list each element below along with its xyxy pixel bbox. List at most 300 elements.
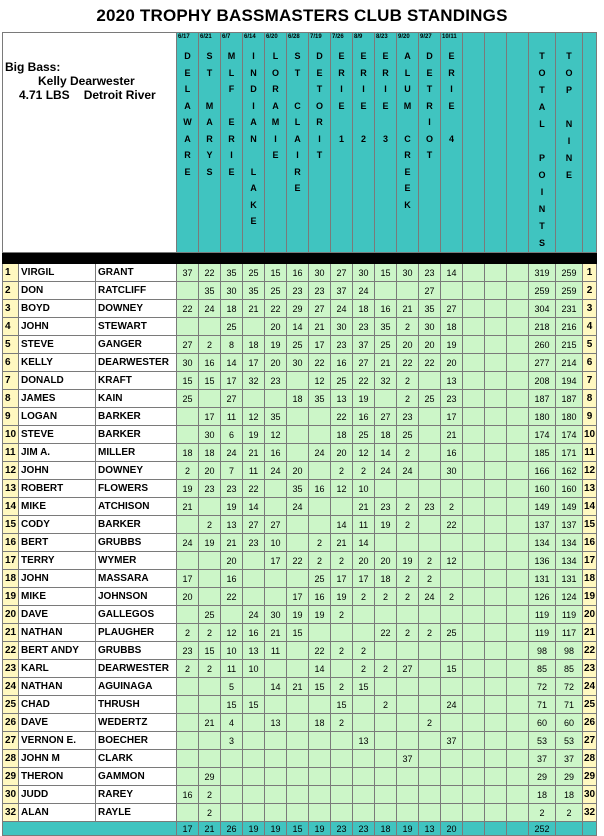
first-name-cell: ROBERT bbox=[19, 480, 96, 498]
score-cell: 16 bbox=[177, 786, 199, 804]
score-cell: 21 bbox=[397, 300, 419, 318]
first-name-cell: KARL bbox=[19, 660, 96, 678]
score-cell bbox=[463, 606, 485, 624]
score-cell bbox=[375, 714, 397, 732]
score-cell bbox=[507, 606, 529, 624]
top-nine-cell: 71 bbox=[556, 696, 583, 714]
rank-right-cell: 24 bbox=[583, 678, 597, 696]
score-cell: 16 bbox=[287, 264, 309, 282]
score-cell bbox=[177, 318, 199, 336]
score-cell bbox=[287, 696, 309, 714]
score-cell: 17 bbox=[221, 372, 243, 390]
score-cell: 13 bbox=[243, 642, 265, 660]
total-points-cell: 136 bbox=[529, 552, 556, 570]
score-cell bbox=[507, 750, 529, 768]
top-nine-cell: 60 bbox=[556, 714, 583, 732]
score-cell: 2 bbox=[199, 804, 221, 822]
score-cell: 25 bbox=[441, 624, 463, 642]
score-cell: 21 bbox=[243, 444, 265, 462]
table-row bbox=[3, 696, 597, 714]
score-cell: 2 bbox=[331, 462, 353, 480]
score-cell: 20 bbox=[199, 462, 221, 480]
score-cell bbox=[287, 786, 309, 804]
score-cell: 30 bbox=[221, 282, 243, 300]
score-cell: 18 bbox=[353, 300, 375, 318]
rank-cell: 7 bbox=[3, 372, 19, 390]
score-cell: 6 bbox=[221, 426, 243, 444]
event-header bbox=[309, 33, 331, 253]
score-cell bbox=[463, 390, 485, 408]
last-name-cell: GRUBBS bbox=[96, 534, 177, 552]
total-points-cell: 98 bbox=[529, 642, 556, 660]
event-name: I N D I A N L A K E bbox=[250, 51, 257, 226]
score-cell: 2 bbox=[397, 318, 419, 336]
event-date: 6/7 bbox=[222, 34, 231, 40]
score-cell: 19 bbox=[331, 588, 353, 606]
angler-count-cell: 21 bbox=[199, 822, 221, 836]
score-cell: 21 bbox=[309, 318, 331, 336]
top-nine-cell: 29 bbox=[556, 768, 583, 786]
score-cell bbox=[287, 408, 309, 426]
score-cell bbox=[507, 426, 529, 444]
score-cell bbox=[177, 714, 199, 732]
score-cell bbox=[419, 516, 441, 534]
score-cell: 27 bbox=[441, 300, 463, 318]
event-header bbox=[221, 33, 243, 253]
rank-right-cell: 17 bbox=[583, 552, 597, 570]
score-cell: 2 bbox=[353, 660, 375, 678]
total-points-cell: 137 bbox=[529, 516, 556, 534]
score-cell bbox=[507, 390, 529, 408]
top-nine-cell: 180 bbox=[556, 408, 583, 426]
rank-right-cell: 2 bbox=[583, 282, 597, 300]
score-cell bbox=[221, 750, 243, 768]
score-cell bbox=[463, 264, 485, 282]
event-header bbox=[375, 33, 397, 253]
rank-cell: 2 bbox=[3, 282, 19, 300]
score-cell bbox=[507, 696, 529, 714]
score-cell bbox=[177, 606, 199, 624]
score-cell bbox=[287, 372, 309, 390]
score-cell bbox=[463, 804, 485, 822]
score-cell: 17 bbox=[177, 570, 199, 588]
score-cell: 14 bbox=[353, 534, 375, 552]
score-cell bbox=[507, 660, 529, 678]
score-cell bbox=[485, 354, 507, 372]
total-points-cell: 71 bbox=[529, 696, 556, 714]
score-cell: 24 bbox=[375, 462, 397, 480]
first-name-cell: STEVE bbox=[19, 336, 96, 354]
score-cell: 25 bbox=[397, 426, 419, 444]
angler-count-cell: 20 bbox=[441, 822, 463, 836]
score-cell: 2 bbox=[419, 624, 441, 642]
score-cell bbox=[287, 660, 309, 678]
event-header bbox=[507, 33, 529, 253]
table-row bbox=[3, 642, 597, 660]
first-name-cell: JOHN bbox=[19, 570, 96, 588]
table-row bbox=[3, 534, 597, 552]
score-cell bbox=[199, 696, 221, 714]
score-cell: 20 bbox=[397, 336, 419, 354]
score-cell: 22 bbox=[221, 588, 243, 606]
score-cell bbox=[243, 552, 265, 570]
score-cell: 2 bbox=[397, 588, 419, 606]
last-name-cell: RATCLIFF bbox=[96, 282, 177, 300]
score-cell: 27 bbox=[353, 354, 375, 372]
score-cell: 17 bbox=[331, 570, 353, 588]
score-cell: 25 bbox=[353, 426, 375, 444]
angler-count-cell: 23 bbox=[331, 822, 353, 836]
table-row bbox=[3, 606, 597, 624]
rank-cell: 14 bbox=[3, 498, 19, 516]
score-cell: 25 bbox=[309, 570, 331, 588]
footer-total-cell: 252 bbox=[529, 822, 556, 836]
score-cell bbox=[199, 390, 221, 408]
rank-cell: 23 bbox=[3, 660, 19, 678]
score-cell bbox=[177, 732, 199, 750]
score-cell: 17 bbox=[353, 570, 375, 588]
score-cell bbox=[419, 534, 441, 552]
top-nine-cell: 259 bbox=[556, 264, 583, 282]
rank-cell: 18 bbox=[3, 570, 19, 588]
last-name-cell: PLAUGHER bbox=[96, 624, 177, 642]
score-cell bbox=[463, 678, 485, 696]
rank-right-cell: 32 bbox=[583, 804, 597, 822]
total-points-cell: 185 bbox=[529, 444, 556, 462]
rank-right-cell: 10 bbox=[583, 426, 597, 444]
event-header bbox=[353, 33, 375, 253]
score-cell bbox=[221, 804, 243, 822]
top-nine-header bbox=[556, 33, 583, 253]
score-cell bbox=[463, 408, 485, 426]
score-cell: 21 bbox=[375, 354, 397, 372]
score-cell: 19 bbox=[221, 498, 243, 516]
score-cell bbox=[353, 804, 375, 822]
event-name: D E T O R I T bbox=[315, 51, 323, 160]
score-cell: 20 bbox=[265, 354, 287, 372]
angler-count-cell: 19 bbox=[397, 822, 419, 836]
last-name-cell: WEDERTZ bbox=[96, 714, 177, 732]
score-cell: 2 bbox=[397, 444, 419, 462]
score-cell bbox=[419, 426, 441, 444]
event-date: 8/23 bbox=[376, 34, 388, 40]
event-header bbox=[397, 33, 419, 253]
rank-cell: 16 bbox=[3, 534, 19, 552]
score-cell bbox=[485, 696, 507, 714]
score-cell bbox=[397, 696, 419, 714]
rank-cell: 24 bbox=[3, 678, 19, 696]
score-cell bbox=[485, 714, 507, 732]
score-cell: 30 bbox=[331, 318, 353, 336]
score-cell: 17 bbox=[199, 408, 221, 426]
score-cell bbox=[441, 750, 463, 768]
score-cell: 14 bbox=[221, 354, 243, 372]
score-cell: 11 bbox=[353, 516, 375, 534]
score-cell bbox=[199, 732, 221, 750]
top-nine-cell: 119 bbox=[556, 606, 583, 624]
score-cell bbox=[287, 750, 309, 768]
score-cell bbox=[419, 480, 441, 498]
score-cell bbox=[265, 750, 287, 768]
score-cell: 29 bbox=[287, 300, 309, 318]
score-cell bbox=[375, 534, 397, 552]
score-cell bbox=[485, 336, 507, 354]
score-cell bbox=[485, 786, 507, 804]
score-cell bbox=[485, 498, 507, 516]
rank-right-cell: 11 bbox=[583, 444, 597, 462]
last-name-cell: AGUINAGA bbox=[96, 678, 177, 696]
score-cell bbox=[463, 714, 485, 732]
score-cell: 18 bbox=[221, 300, 243, 318]
score-cell: 15 bbox=[199, 372, 221, 390]
score-cell bbox=[485, 768, 507, 786]
score-cell: 20 bbox=[353, 552, 375, 570]
score-cell: 23 bbox=[243, 534, 265, 552]
total-points-cell: 134 bbox=[529, 534, 556, 552]
score-cell: 13 bbox=[353, 732, 375, 750]
table-row bbox=[3, 768, 597, 786]
score-cell: 19 bbox=[441, 336, 463, 354]
table-row bbox=[3, 318, 597, 336]
first-name-cell: DON bbox=[19, 282, 96, 300]
score-cell: 35 bbox=[309, 390, 331, 408]
first-name-cell: JUDD bbox=[19, 786, 96, 804]
top-nine-cell: 215 bbox=[556, 336, 583, 354]
top-nine-cell: 134 bbox=[556, 552, 583, 570]
page-title: 2020 TROPHY BASSMASTERS CLUB STANDINGS bbox=[96, 6, 508, 25]
rank-cell: 25 bbox=[3, 696, 19, 714]
score-cell: 2 bbox=[199, 624, 221, 642]
first-name-cell: JOHN M bbox=[19, 750, 96, 768]
first-name-cell: VIRGIL bbox=[19, 264, 96, 282]
rank-right-cell: 23 bbox=[583, 660, 597, 678]
score-cell bbox=[485, 282, 507, 300]
score-cell: 21 bbox=[287, 678, 309, 696]
score-cell bbox=[199, 750, 221, 768]
score-cell bbox=[243, 768, 265, 786]
angler-count-cell: 19 bbox=[309, 822, 331, 836]
score-cell bbox=[463, 786, 485, 804]
total-points-cell: 260 bbox=[529, 336, 556, 354]
score-cell: 10 bbox=[243, 660, 265, 678]
score-cell bbox=[485, 660, 507, 678]
last-name-cell: DOWNEY bbox=[96, 462, 177, 480]
last-name-cell: BARKER bbox=[96, 426, 177, 444]
score-cell: 15 bbox=[309, 678, 331, 696]
top-nine-cell: 117 bbox=[556, 624, 583, 642]
event-header bbox=[485, 33, 507, 253]
score-cell bbox=[507, 768, 529, 786]
score-cell: 27 bbox=[309, 300, 331, 318]
score-cell bbox=[309, 516, 331, 534]
score-cell: 24 bbox=[199, 300, 221, 318]
first-name-cell: MIKE bbox=[19, 498, 96, 516]
score-cell bbox=[507, 678, 529, 696]
rank-cell: 28 bbox=[3, 750, 19, 768]
score-cell: 35 bbox=[265, 408, 287, 426]
score-cell: 16 bbox=[441, 444, 463, 462]
score-cell: 30 bbox=[309, 264, 331, 282]
score-cell bbox=[485, 642, 507, 660]
angler-count-cell bbox=[507, 822, 529, 836]
rank-right-cell: 9 bbox=[583, 408, 597, 426]
score-cell bbox=[309, 462, 331, 480]
score-cell: 16 bbox=[199, 354, 221, 372]
score-cell bbox=[243, 786, 265, 804]
score-cell bbox=[419, 408, 441, 426]
score-cell: 18 bbox=[199, 444, 221, 462]
score-cell: 12 bbox=[265, 426, 287, 444]
score-cell: 15 bbox=[287, 624, 309, 642]
score-cell bbox=[485, 624, 507, 642]
top-nine-cell: 194 bbox=[556, 372, 583, 390]
score-cell bbox=[287, 714, 309, 732]
last-name-cell: FLOWERS bbox=[96, 480, 177, 498]
score-cell: 18 bbox=[375, 570, 397, 588]
total-points-cell: 160 bbox=[529, 480, 556, 498]
score-cell bbox=[507, 534, 529, 552]
score-cell: 14 bbox=[375, 444, 397, 462]
score-cell: 21 bbox=[199, 714, 221, 732]
last-name-cell: GAMMON bbox=[96, 768, 177, 786]
score-cell: 2 bbox=[397, 516, 419, 534]
score-cell: 23 bbox=[441, 390, 463, 408]
total-points-cell: 304 bbox=[529, 300, 556, 318]
score-cell bbox=[287, 570, 309, 588]
score-cell: 30 bbox=[353, 264, 375, 282]
score-cell: 2 bbox=[397, 624, 419, 642]
score-cell: 2 bbox=[419, 714, 441, 732]
event-name: L O R A M I E bbox=[271, 51, 280, 160]
rank-right-cell: 13 bbox=[583, 480, 597, 498]
total-points-cell: 131 bbox=[529, 570, 556, 588]
score-cell: 2 bbox=[353, 588, 375, 606]
score-cell bbox=[199, 588, 221, 606]
score-cell bbox=[375, 786, 397, 804]
score-cell bbox=[177, 408, 199, 426]
score-cell bbox=[375, 804, 397, 822]
score-cell: 25 bbox=[199, 606, 221, 624]
score-cell bbox=[463, 336, 485, 354]
event-date: 9/20 bbox=[398, 34, 410, 40]
score-cell bbox=[463, 498, 485, 516]
last-name-cell: KAIN bbox=[96, 390, 177, 408]
score-cell bbox=[441, 282, 463, 300]
score-cell: 16 bbox=[353, 408, 375, 426]
score-cell: 12 bbox=[331, 480, 353, 498]
rank-cell: 20 bbox=[3, 606, 19, 624]
score-cell: 22 bbox=[309, 642, 331, 660]
score-cell: 18 bbox=[287, 390, 309, 408]
total-points-cell: 218 bbox=[529, 318, 556, 336]
score-cell bbox=[353, 714, 375, 732]
score-cell: 21 bbox=[441, 426, 463, 444]
score-cell bbox=[507, 588, 529, 606]
total-points-cell: 149 bbox=[529, 498, 556, 516]
angler-count-cell bbox=[485, 822, 507, 836]
first-name-cell: CHAD bbox=[19, 696, 96, 714]
table-row bbox=[3, 282, 597, 300]
event-date: 6/14 bbox=[244, 34, 256, 40]
score-cell: 17 bbox=[309, 336, 331, 354]
score-cell: 14 bbox=[243, 498, 265, 516]
score-cell bbox=[507, 480, 529, 498]
top-nine-cell: 53 bbox=[556, 732, 583, 750]
score-cell: 21 bbox=[265, 624, 287, 642]
event-date: 6/17 bbox=[178, 34, 190, 40]
score-cell bbox=[331, 750, 353, 768]
score-cell bbox=[397, 606, 419, 624]
score-cell: 35 bbox=[375, 318, 397, 336]
score-cell: 2 bbox=[397, 498, 419, 516]
event-date: 6/28 bbox=[288, 34, 300, 40]
rank-right-cell: 21 bbox=[583, 624, 597, 642]
score-cell bbox=[309, 696, 331, 714]
last-name-cell: GRUBBS bbox=[96, 642, 177, 660]
total-points-cell: 37 bbox=[529, 750, 556, 768]
first-name-cell: NATHAN bbox=[19, 678, 96, 696]
first-name-cell: DONALD bbox=[19, 372, 96, 390]
rank-right-cell: 8 bbox=[583, 390, 597, 408]
score-cell: 23 bbox=[177, 642, 199, 660]
top-nine-cell: 85 bbox=[556, 660, 583, 678]
score-cell: 24 bbox=[397, 462, 419, 480]
score-cell: 23 bbox=[265, 372, 287, 390]
table-row bbox=[3, 354, 597, 372]
top-nine-cell: 162 bbox=[556, 462, 583, 480]
rank-cell: 30 bbox=[3, 786, 19, 804]
score-cell: 15 bbox=[177, 372, 199, 390]
score-cell bbox=[309, 408, 331, 426]
score-cell bbox=[177, 552, 199, 570]
score-cell: 2 bbox=[397, 390, 419, 408]
score-cell bbox=[177, 768, 199, 786]
last-name-cell: ATCHISON bbox=[96, 498, 177, 516]
rank-cell: 5 bbox=[3, 336, 19, 354]
total-points-cell: 166 bbox=[529, 462, 556, 480]
score-cell: 32 bbox=[375, 372, 397, 390]
event-name: E R I E 4 bbox=[448, 51, 455, 144]
score-cell bbox=[485, 570, 507, 588]
total-points-cell: 119 bbox=[529, 624, 556, 642]
table-row bbox=[3, 426, 597, 444]
score-cell bbox=[441, 642, 463, 660]
score-cell: 27 bbox=[375, 408, 397, 426]
score-cell: 21 bbox=[177, 498, 199, 516]
score-cell bbox=[507, 498, 529, 516]
score-cell bbox=[243, 318, 265, 336]
rank-right-cell: 19 bbox=[583, 588, 597, 606]
score-cell bbox=[419, 462, 441, 480]
score-cell bbox=[177, 750, 199, 768]
first-name-cell: BOYD bbox=[19, 300, 96, 318]
rank-right-cell: 15 bbox=[583, 516, 597, 534]
total-points-cell: 2 bbox=[529, 804, 556, 822]
last-name-cell: CLARK bbox=[96, 750, 177, 768]
score-cell: 16 bbox=[243, 624, 265, 642]
score-cell: 8 bbox=[221, 336, 243, 354]
score-cell: 11 bbox=[243, 462, 265, 480]
score-cell: 15 bbox=[331, 696, 353, 714]
score-cell bbox=[243, 714, 265, 732]
score-cell bbox=[309, 732, 331, 750]
score-cell bbox=[463, 444, 485, 462]
top-nine-cell: 37 bbox=[556, 750, 583, 768]
score-cell: 22 bbox=[375, 624, 397, 642]
angler-count-cell: 15 bbox=[287, 822, 309, 836]
rank-cell: 15 bbox=[3, 516, 19, 534]
top-nine-cell: 137 bbox=[556, 516, 583, 534]
